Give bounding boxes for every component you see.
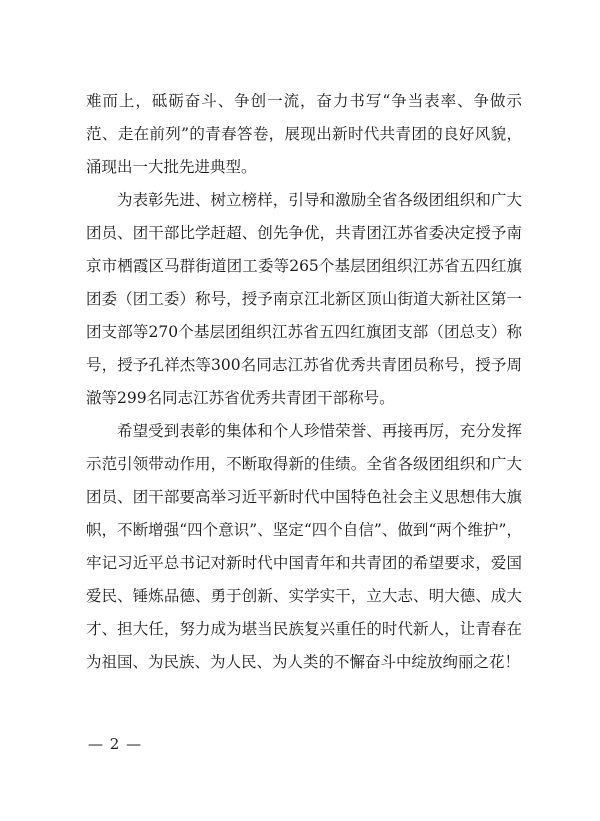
paragraph-continuation: 难而上，砥砺奋斗、争创一流，奋力书写“争当表率、争做示范、走在前列”的青春答卷，展现出新时代共青团的良好风貌，涌现出一大批先进典型。 [86, 92, 522, 176]
page-number: — 2 — [88, 735, 143, 753]
paragraph-expectation: 希望受到表彰的集体和个人珍惜荣誉、再接再厉，充分发挥示范引领带动作用，不断取得新的佳绩。全省各级团组织和广大团员、团干部要高举习近平新时代中国特色社会主义思想伟大旗帜，不断增强“四个意识”、坚定“四个自信”、做到“两个维护”，牢记习近平总书记对新时代中国青年和共青团的希望要求，爱国爱民、锤炼品德、勇于创新、实学实干，立大志、明大德、成大才、担大任，努力成为堪当民族复兴重任的时代新人，让青春在为祖国、为民族、为人民、为人类的不懈奋斗中绽放绚丽之花！ [86, 422, 522, 671]
paragraph-commendation: 为表彰先进、树立榜样，引导和激励全省各级团组织和广大团员、团干部比学赶超、创先争优，共青团江苏省委决定授予南京市栖霞区马群街道团工委等265个基层团组织江苏省五四红旗团委（团工委）称号，授予南京江北新区顶山街道大新社区第一团支部等270个基层团组织江苏省五四红旗团支部（团总支）称号，授予孔祥杰等300名同志江苏省优秀共青团员称号，授予周澈等299名同志江苏省优秀共青团干部称号。 [86, 191, 522, 407]
body-text [86, 85, 522, 679]
